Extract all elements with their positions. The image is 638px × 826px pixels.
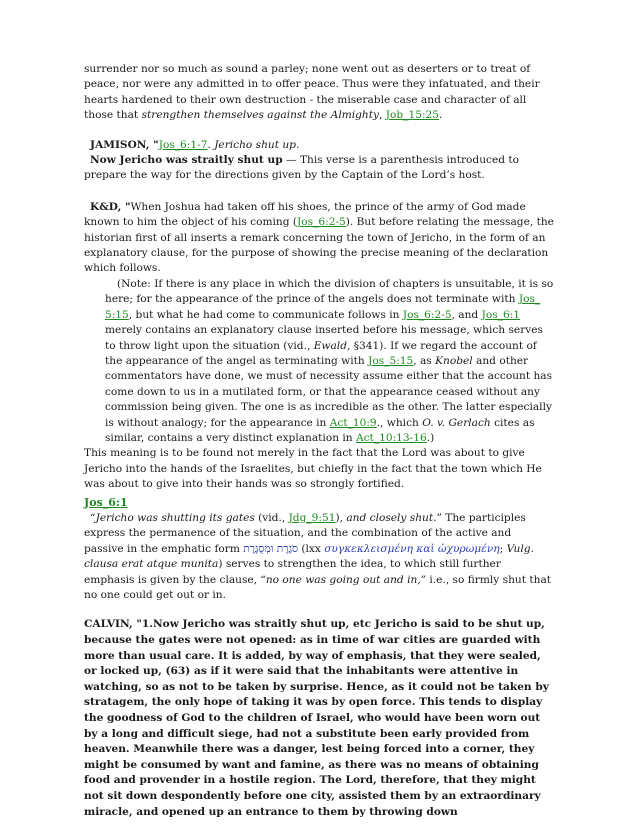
kd-paragraph: K&D, "When Joshua had taken off his shoes, the prince of the army of God made known to him the object of his coming (Jos_6:2-5). But before relating the message, the historian first of all inserts a remark concerning the town of Jericho, in the form of an explanatory clause, for the purpose of showing the precise meaning of the declaration which follows. <box>84 200 554 275</box>
kd-label: K&D, " <box>90 200 131 213</box>
kd-meaning-paragraph: This meaning is to be found not merely in the fact that the Lord was about to give Jericho into the hands of the Israelites, but chiefly in the fact that the town which He was about to give into their hands was so strongly fortified. <box>84 447 542 491</box>
document-page <box>84 62 554 820</box>
ref-link-act-10-9[interactable]: Act_10:9 <box>329 416 377 429</box>
jamison-heading: JAMISON, "Jos_6:1-7. Jericho shut up. <box>90 138 300 151</box>
verse-heading <box>84 495 554 511</box>
ref-link-act-10-13-16[interactable]: Act_10:13-16 <box>355 431 427 444</box>
ref-link-jos-6-1[interactable]: Jos_6:1 <box>481 308 521 321</box>
calvin-paragraph: CALVIN, "1.Now Jericho was straitly shut up, etc Jericho is said to be shut up, because the gates were not opened: as in time of war cities are guarded with more than usual care. It is added, by way of emphasis, that they were sealed, or locked up, (63) as if it were said that the inhabitants were attentive in watching, so as not to be taken by surprise. Hence, as it could not be taken by stratagem, the only hope of taking it was by open force. This tends to display the goodness of God to the children of Israel, who would have been worn out by a long and difficult siege, had not a substitute been early provided from heaven. Meanwhile there was a danger, lest being forced into a corner, they might be consumed by want and famine, as there was no means of obtaining food and provender in a hostile region. The Lord, therefore, that they might not sit down despondently before one city, assisted them by an extraordinary miracle, and opened up an entrance to them by throwing down <box>84 618 549 818</box>
paragraph-henry-continued: surrender nor so much as sound a parley; none went out as deserters or to treat of peace, nor were any admitted in to offer peace. Thus were they infatuated, and their hearts hardened to their own destruction - the miserable case and character of all those that strengthen themselves against the Almighty, Job_15:25. <box>84 63 540 122</box>
greek-text: συγκεκλεισμένη καὶ ὠχυρωμένη <box>324 542 500 555</box>
ref-link-jos-5-15-a[interactable]: Jos_ 5:15 <box>105 293 541 321</box>
ref-link-jdg-9-51[interactable]: Jdg_9:51 <box>288 511 336 524</box>
jamison-body: Now Jericho was straitly shut up — This verse is a parenthesis introduced to prepare the way for the directions given by the Captain of the Lord’s host. <box>84 154 520 182</box>
kd-note: (Note: If there is any place in which the division of chapters is unsuitable, it is so here; for the appearance of the prince of the angels does not terminate with Jos_ 5:15, but what he had come to communicate follows in Jos_6:2-5, and Jos_6:1 merely contains an explanatory clause inserted before his message, which serves to throw light upon the situation (vid., Ewald, §341). If we regard the account of the appearance of the angel as terminating with Jos_5:15, as Knobel and other commentators have done, we must of necessity assume either that the account has come down to us in a mutilated form, or that the appearance ceased without any commission being given. The one is as incredible as the other. The latter especially is without analogy; for the appearance in Act_10:9., which O. v. Gerlach cites as similar, contains a very distinct explanation in Act_10:13-16.) <box>105 277 554 444</box>
ref-link-jos-6-1-7[interactable]: Jos_6:1-7 <box>158 138 208 151</box>
jamison-label: JAMISON, " <box>90 138 159 151</box>
ref-link-jos-6-2-5-b[interactable]: Jos_6:2-5 <box>402 308 452 321</box>
ref-link-jos-6-2-5[interactable]: Jos_6:2-5 <box>297 216 346 229</box>
ref-link-job-15-25[interactable]: Job_15:25 <box>385 109 439 122</box>
verse-commentary: “Jericho was shutting its gates (vid., Jdg_9:51), and closely shut.” The participles express the permanence of the situation, and the combination of the active and passive in the emphatic form סֹגֶרֶת וּמְסֻגֶּרֶת (lxx συγκεκλεισμένη καὶ ὠχυρωμένη; Vulg. clausa erat atque munita) serves to strengthen the idea, to which still further emphasis is given by the clause, “no one was going out and in,” i.e., so firmly shut that no one could get out or in. <box>84 511 552 601</box>
ref-link-jos-6-1-heading[interactable]: Jos_6:1 <box>84 495 128 509</box>
ref-link-jos-5-15-b[interactable]: Jos_5:15 <box>368 354 414 367</box>
hebrew-text: סֹגֶרֶת וּמְסֻגֶּרֶת <box>243 542 298 555</box>
